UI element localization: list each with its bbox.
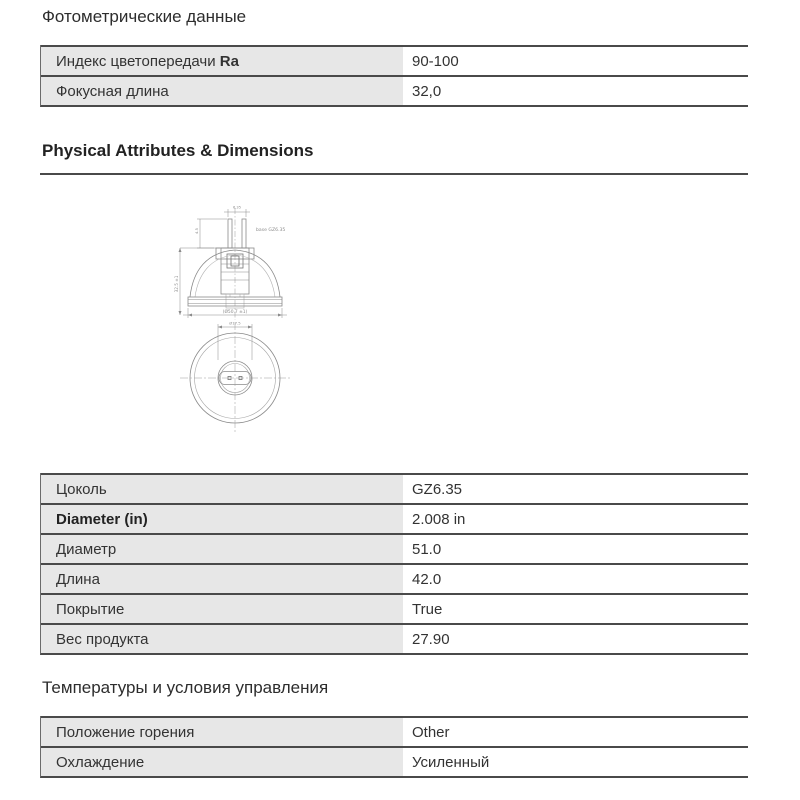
table-row	[41, 45, 748, 75]
row-value: True	[403, 595, 748, 623]
row-label-text: Индекс цветопередачи	[56, 52, 220, 70]
table-row	[41, 503, 748, 533]
table-row	[41, 533, 748, 563]
table-row	[41, 563, 748, 593]
table-row	[41, 623, 748, 653]
row-label: Diameter (in)	[41, 505, 403, 533]
drawing-front-dim-label: Ø17.5	[229, 320, 241, 326]
row-label: Вес продукта	[41, 625, 403, 653]
table-row	[41, 746, 748, 776]
table-row	[41, 593, 748, 623]
row-label: Диаметр	[41, 535, 403, 563]
row-value: 32,0	[403, 77, 748, 105]
row-label: Охлаждение	[41, 748, 403, 776]
section-divider	[40, 173, 748, 175]
row-label: Покрытие	[41, 595, 403, 623]
section-title-photometric: Фотометрические данные	[42, 7, 247, 26]
row-label: Цоколь	[41, 475, 403, 503]
section-title-physical: Physical Attributes & Dimensions	[42, 141, 314, 160]
drawing-base-label: base GZ6.35	[256, 228, 286, 233]
row-label	[41, 77, 403, 105]
row-label: Длина	[41, 565, 403, 593]
temperature-table	[40, 716, 748, 778]
table-row	[41, 75, 748, 105]
photometric-table	[40, 45, 748, 107]
table-row	[41, 716, 748, 746]
row-label: Положение горения	[41, 718, 403, 746]
section-title-temperature: Температуры и условия управления	[42, 678, 329, 697]
drawing-height-label: 32.5 ±1	[174, 275, 179, 293]
table-row	[41, 473, 748, 503]
physical-table	[40, 473, 748, 655]
row-value: 51.0	[403, 535, 748, 563]
row-value: Other	[403, 718, 748, 746]
row-label-bold-text: Ra	[219, 52, 239, 70]
drawing-pin-spacing-label: 6.35	[232, 205, 242, 210]
row-label	[41, 47, 403, 75]
lamp-technical-drawing	[150, 196, 350, 446]
row-value: Усиленный	[403, 748, 748, 776]
row-value: 2.008 in	[403, 505, 748, 533]
row-value: 90-100	[403, 47, 748, 75]
row-label-text: Фокусная длина	[56, 82, 169, 100]
drawing-pin-length-label: 4.5	[195, 228, 199, 234]
row-value: GZ6.35	[403, 475, 748, 503]
row-value: 42.0	[403, 565, 748, 593]
row-value: 27.90	[403, 625, 748, 653]
drawing-diameter-label: (Ø50.7 ±1)	[222, 310, 248, 315]
